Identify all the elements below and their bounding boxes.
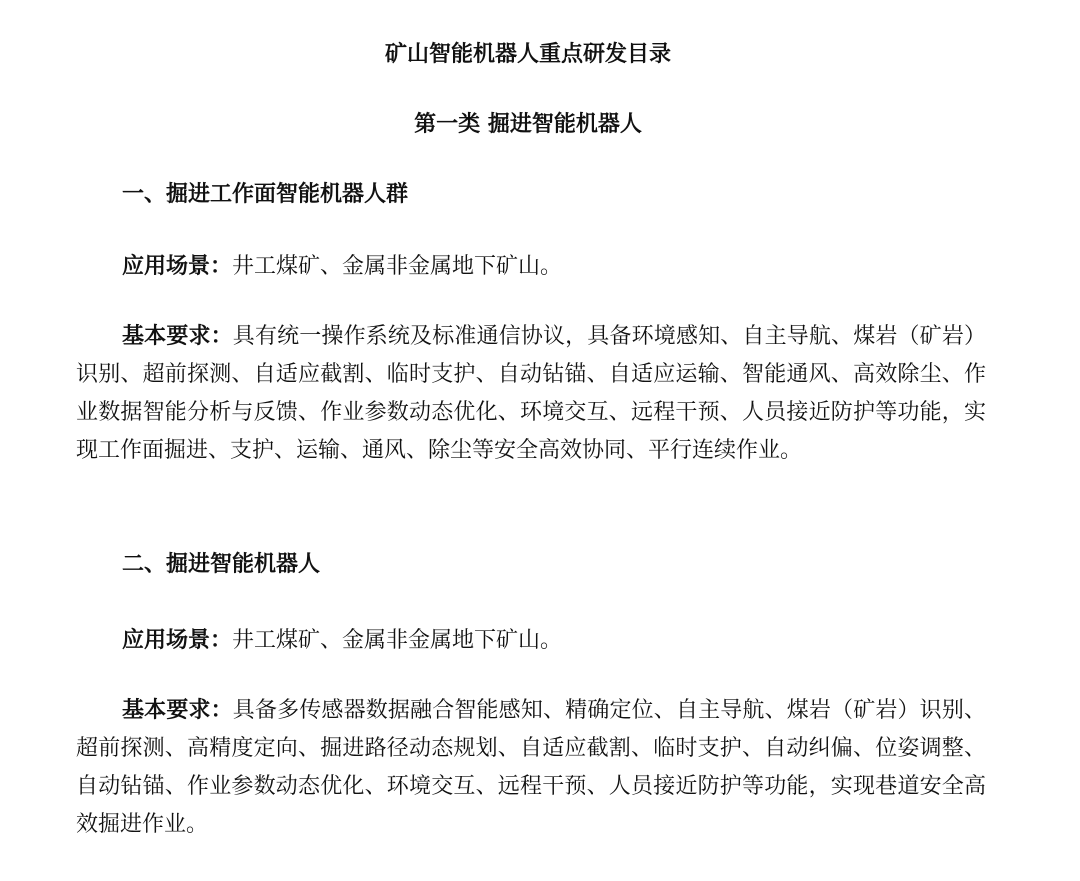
basic-requirements-paragraph	[76, 318, 986, 470]
application-scene-paragraph	[76, 248, 986, 286]
application-scene-text: 井工煤矿、金属非金属地下矿山。	[232, 254, 563, 279]
application-scene-label: 应用场景：	[122, 254, 233, 279]
application-scene-text: 井工煤矿、金属非金属地下矿山。	[232, 628, 563, 653]
basic-requirements-text: 具备多传感器数据融合智能感知、精确定位、自主导航、煤岩（矿岩）识别、超前探测、高精度定向、掘进路径动态规划、自适应截割、临时支护、自动纠偏、位姿调整、自动钻锚、作业参数动态优化、环境交互、远程干预、人员接近防护等功能，实现巷道安全高效掘进作业。	[76, 698, 986, 837]
category-title: 第一类 掘进智能机器人	[414, 112, 642, 137]
section-heading: 二、掘进智能机器人	[122, 552, 321, 577]
application-scene-label: 应用场景：	[122, 628, 233, 653]
basic-requirements-label: 基本要求：	[122, 698, 233, 723]
basic-requirements-text: 具有统一操作系统及标准通信协议，具备环境感知、自主导航、煤岩（矿岩）识别、超前探测、自适应截割、临时支护、自动钻锚、自适应运输、智能通风、高效除尘、作业数据智能分析与反馈、作业参数动态优化、环境交互、远程干预、人员接近防护等功能，实现工作面掘进、支护、运输、通风、除尘等安全高效协同、平行连续作业。	[76, 324, 986, 463]
basic-requirements-paragraph	[76, 692, 986, 844]
basic-requirements-label: 基本要求：	[122, 324, 233, 349]
section-heading: 一、掘进工作面智能机器人群	[122, 182, 409, 207]
application-scene-paragraph	[76, 622, 986, 660]
document-title: 矿山智能机器人重点研发目录	[384, 42, 671, 67]
